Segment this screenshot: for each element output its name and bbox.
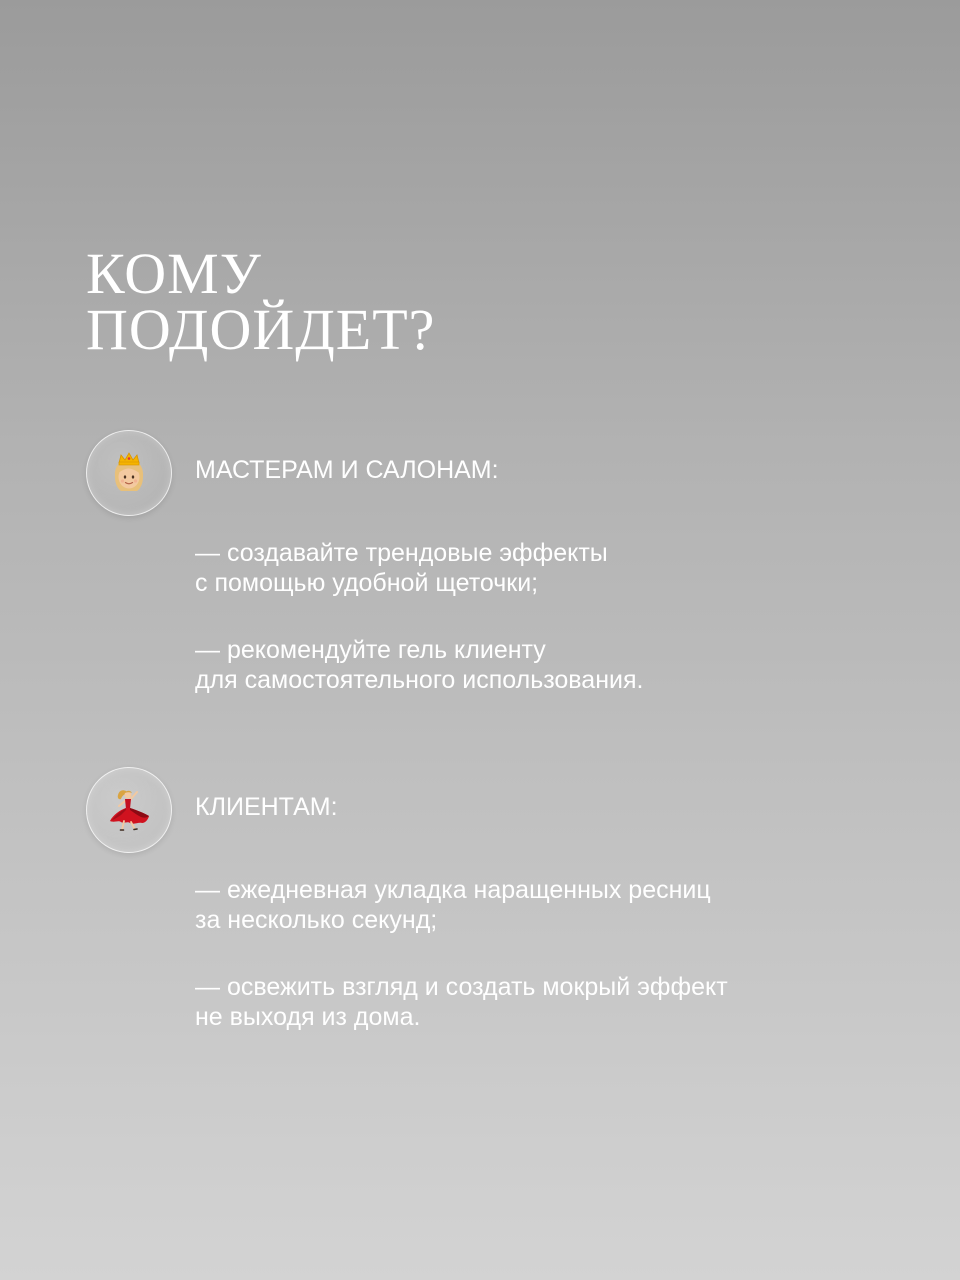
- list-item-line: с помощью удобной щеточки;: [195, 569, 539, 597]
- list-item-line: — создавайте трендовые эффекты: [195, 539, 608, 567]
- badge-circle: [86, 767, 172, 853]
- page-title: [86, 241, 436, 362]
- princess-icon: [107, 451, 151, 495]
- list-item: [195, 972, 728, 1032]
- section-heading: КЛИЕНТАМ:: [195, 793, 338, 821]
- list-item: [195, 538, 608, 598]
- list-item: [195, 635, 643, 695]
- list-item-line: за несколько секунд;: [195, 906, 438, 934]
- dancer-icon: [104, 785, 154, 835]
- badge-circle: [86, 430, 172, 516]
- section-heading: МАСТЕРАМ И САЛОНАМ:: [195, 456, 499, 484]
- list-item-line: — рекомендуйте гель клиенту: [195, 636, 546, 664]
- list-item-line: — ежедневная укладка наращенных ресниц: [195, 876, 711, 904]
- list-item-line: — освежить взгляд и создать мокрый эффект: [195, 973, 728, 1001]
- title-line-1: КОМУ: [86, 241, 262, 306]
- list-item-line: для самостоятельного использования.: [195, 666, 644, 694]
- list-item: [195, 875, 711, 935]
- list-item-line: не выходя из дома.: [195, 1003, 421, 1031]
- title-line-2: ПОДОЙДЕТ?: [86, 297, 436, 362]
